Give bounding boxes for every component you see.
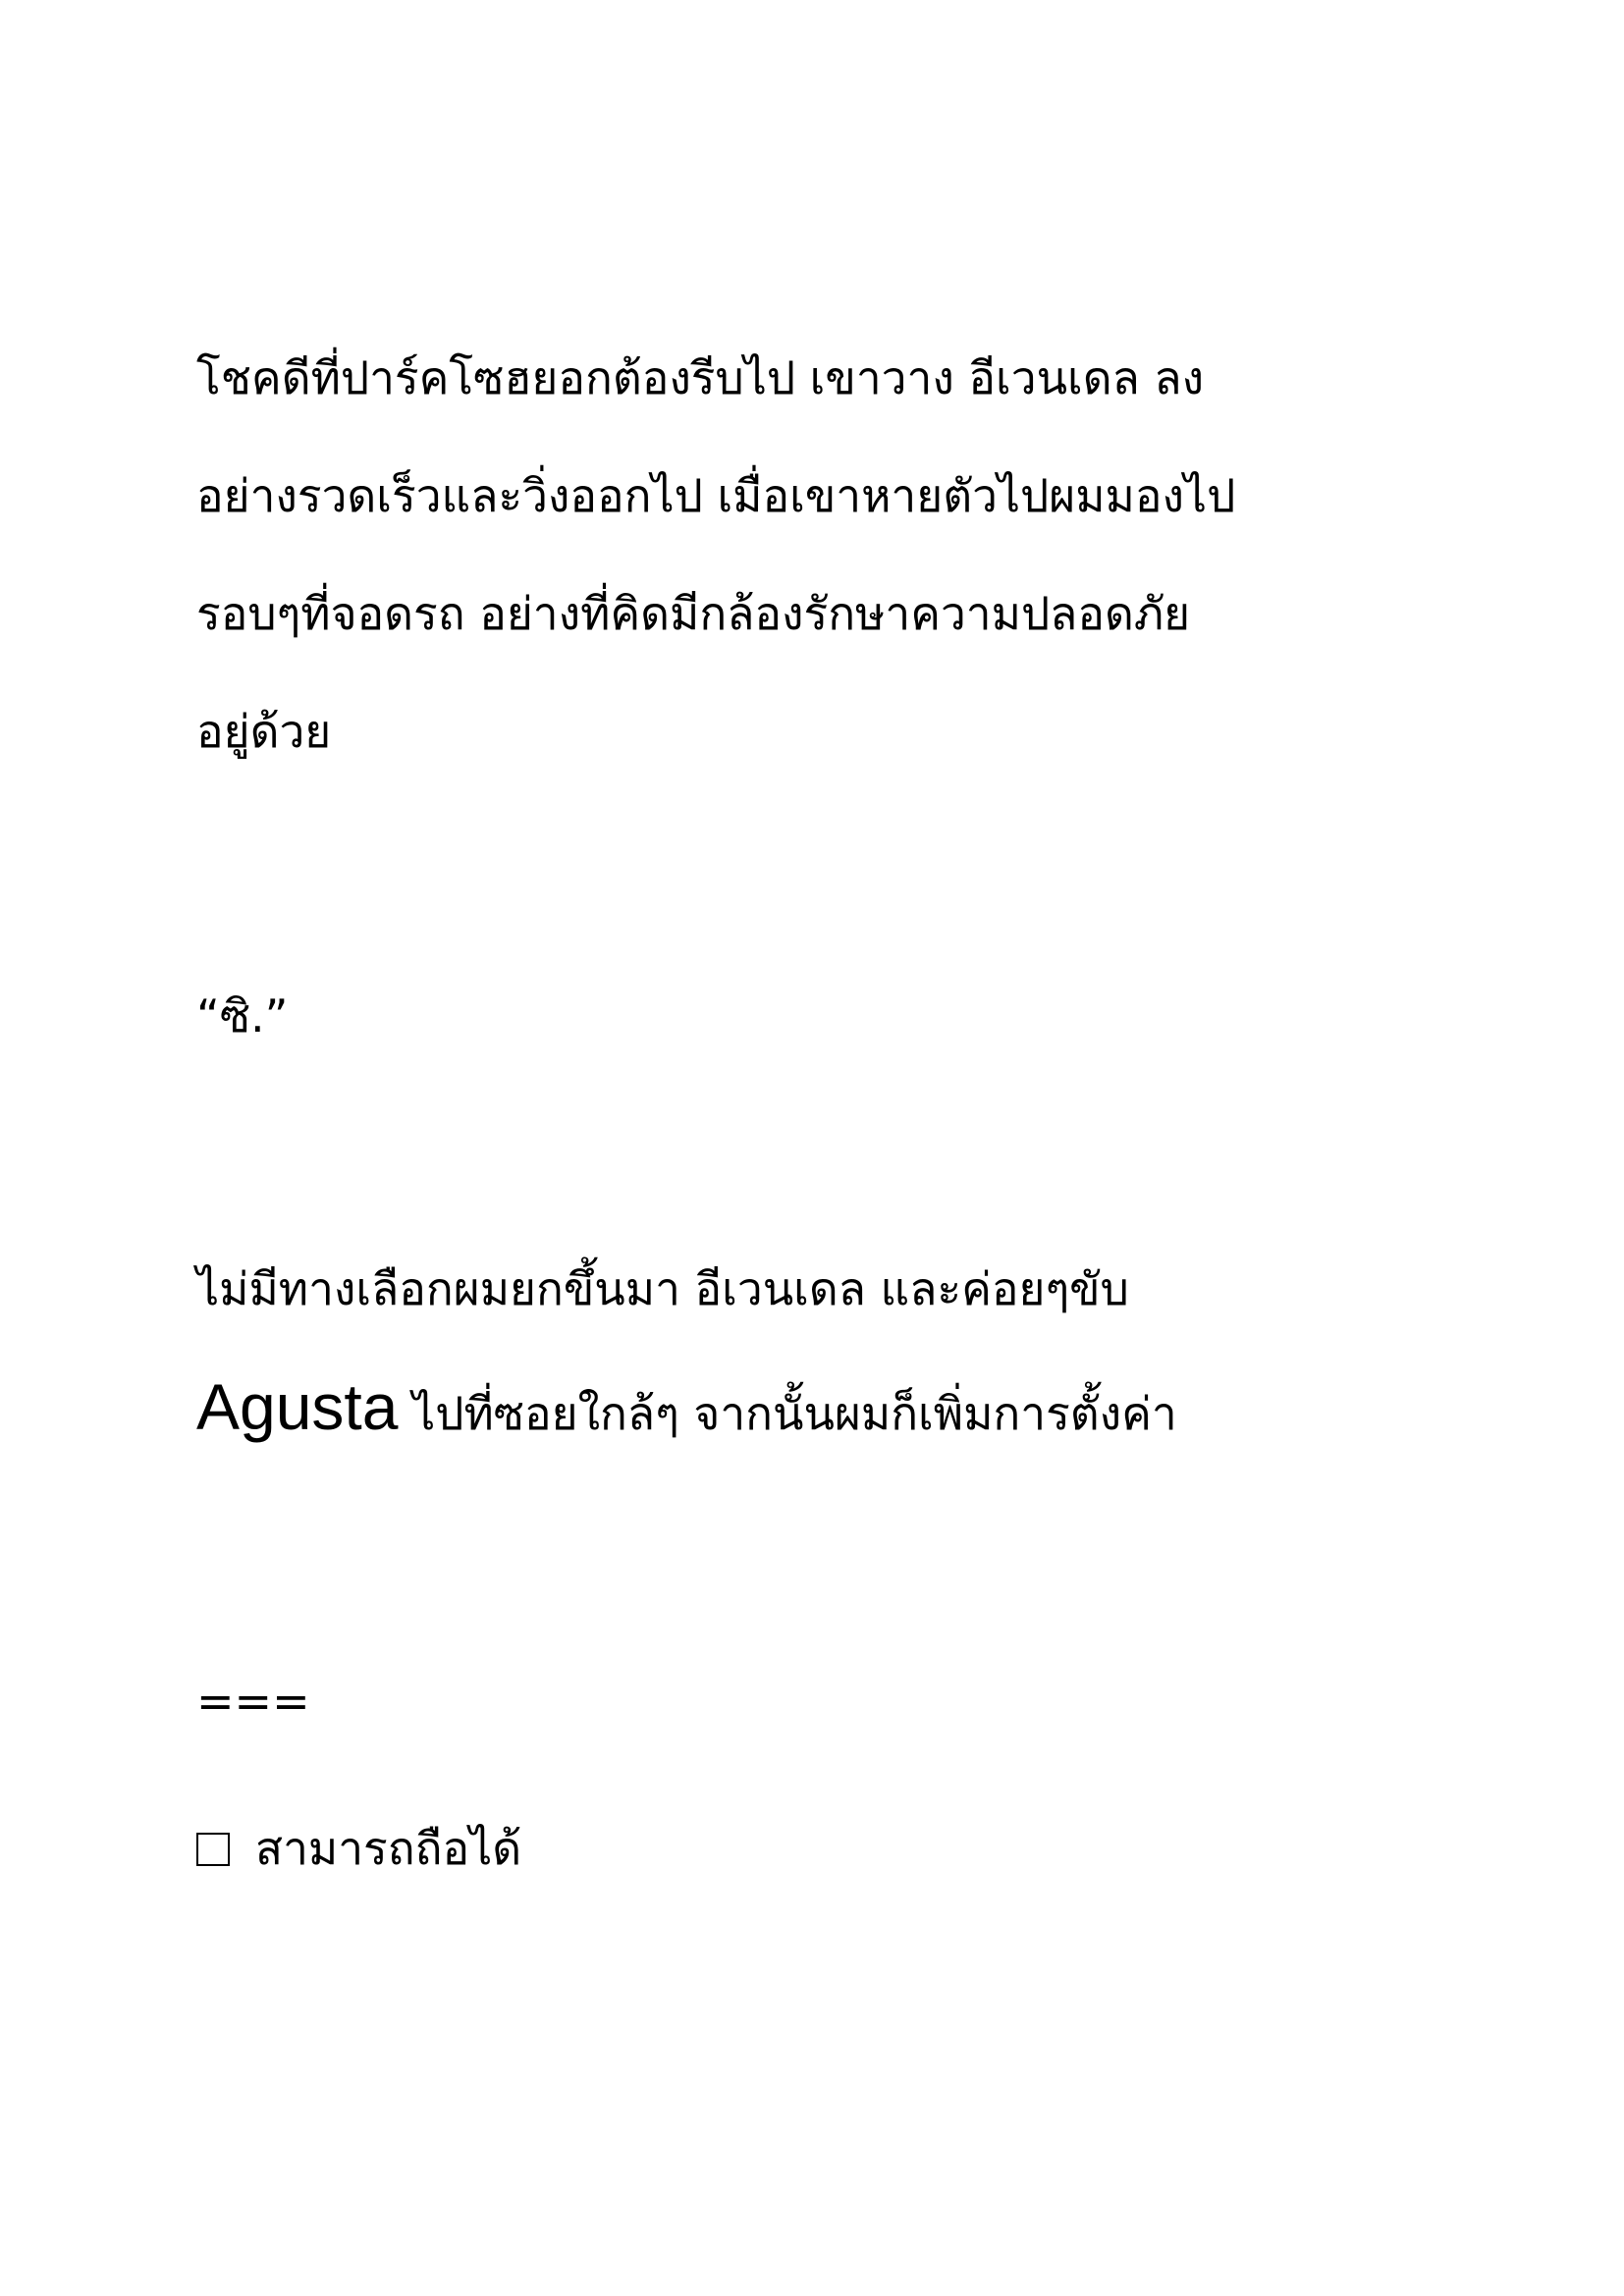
paragraph-2-line-1: ไม่มีทางเลือกผมยกขึ้นมา อีเวนเดล และค่อยๆขับ <box>196 1262 1129 1315</box>
checkbox-empty-icon <box>196 1833 230 1866</box>
paragraph-1-line-3: รอบๆที่จอดรถ อย่างที่คิดมีกล้องรักษาความปลอดภัย <box>196 587 1191 640</box>
paragraph-2-line-2-rest: ไปที่ซอยใกล้ๆ จากนั้นผมก็เพิ่มการตั้งค่า <box>398 1387 1177 1440</box>
checkbox-item-label: สามารถถือได้ <box>255 1822 522 1875</box>
agusta-word: Agusta <box>196 1370 399 1443</box>
paragraph-1-line-4: อยู่ด้วย <box>196 705 332 758</box>
paragraph-1-line-2: อย่างรวดเร็วและวิ่งออกไป เมื่อเขาหายตัวไปผมมองไป <box>196 469 1236 522</box>
paragraph-1-line-1: โชคดีที่ปาร์คโซฮยอกต้องรีบไป เขาวาง อีเวนเดล ลง <box>196 351 1205 404</box>
separator: === <box>196 1675 310 1728</box>
paragraph-2-line-2 <box>196 1370 1177 1443</box>
quote-line: “ซิ.” <box>196 989 289 1042</box>
checkbox-item <box>196 1822 522 1875</box>
